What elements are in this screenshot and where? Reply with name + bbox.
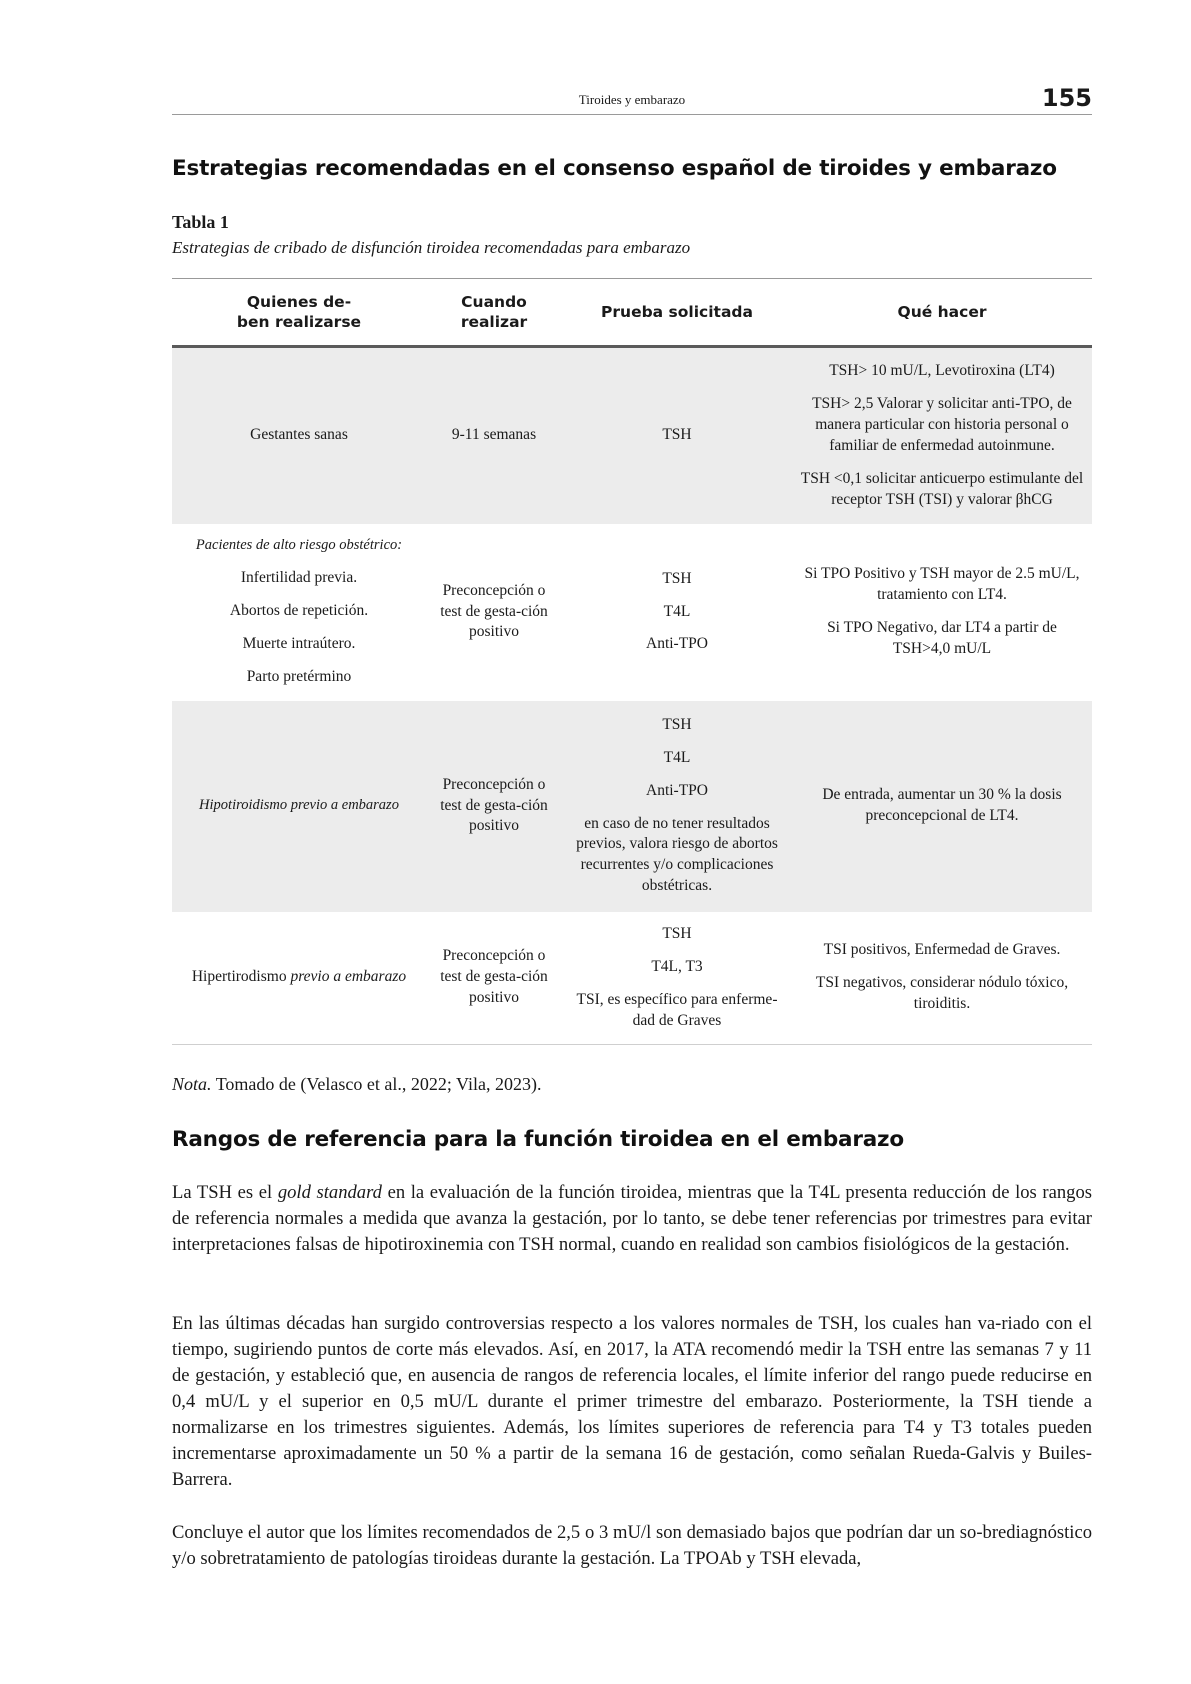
- cell-quienes: Gestantes sanas: [172, 347, 426, 524]
- header-que-hacer: Qué hacer: [792, 279, 1092, 347]
- prueba-item: T4L: [663, 748, 691, 766]
- table-header-row: [172, 279, 1092, 347]
- table-row: [172, 524, 1092, 701]
- risk-item: Abortos de repetición.: [229, 601, 369, 619]
- header-quienes: Quienes de- ben realizarse: [172, 279, 426, 347]
- cell-prueba: [562, 701, 792, 912]
- cell-que-hacer: De entrada, aumentar un 30 % la dosis preconcepcional de LT4.: [792, 701, 1092, 912]
- note-label: Nota.: [172, 1074, 212, 1094]
- cell-quienes: Hipertirodismo previo a embarazo: [172, 912, 426, 1045]
- cell-que-hacer: [792, 524, 1092, 701]
- prueba-item: TSH: [662, 924, 692, 942]
- running-title: Tiroides y embarazo: [578, 92, 686, 107]
- que-hacer-item: TSH <0,1 solicitar anticuerpo estimulante del receptor TSH (TSI) y valorar βhCG: [800, 469, 1084, 508]
- cell-prueba: [562, 524, 792, 701]
- section-title: Rangos de referencia para la función tiroidea en el embarazo: [172, 1127, 904, 1152]
- table-row: [172, 347, 1092, 524]
- risk-item: Parto pretérmino: [246, 667, 352, 685]
- cell-quienes: Hipotiroidismo previo a embarazo: [172, 701, 426, 912]
- paragraph: En las últimas décadas han surgido controversias respecto a los valores normales de TSH, los cuales han va-riado con el tiempo, sugiriendo puntos de corte más elevados. Así, en 2017, la ATA recomendó medir la TSH entre las semanas 7 y 11 de gestación, y estableció que, en ausencia de rangos de referencia locales, el límite inferior del rango puede reducirse en 0,4 mU/L y el superior en 0,5 mU/L durante el primer trimestre del embarazo. Posteriormente, la TSH tiende a normalizarse en los trimestres siguientes. Además, los límites superiores de referencia para T4 y T3 totales pueden incrementarse aproximadamente un 50 % a partir de la semana 16 de gestación, como señalan Rueda-Galvis y Builes-Barrera.: [172, 1313, 1092, 1490]
- running-header: [172, 82, 1092, 115]
- risk-group-heading: Pacientes de alto riesgo obstétrico:: [195, 537, 403, 554]
- prueba-item: T4L, T3: [651, 957, 703, 975]
- table-caption: Estrategias de cribado de disfunción tiroidea recomendadas para embarazo: [172, 238, 691, 257]
- que-hacer-item: TSI positivos, Enfermedad de Graves.: [823, 941, 1061, 959]
- cell-que-hacer: [792, 347, 1092, 524]
- que-hacer-item: TSI negativos, considerar nódulo tóxico, tiroiditis.: [815, 974, 1069, 1013]
- table-note: [172, 1074, 541, 1095]
- prueba-item: TSH: [662, 569, 692, 587]
- cell-cuando: Preconcepción o test de gesta-ción positivo: [426, 701, 562, 912]
- section-title: Estrategias recomendadas en el consenso español de tiroides y embarazo: [172, 156, 1057, 181]
- prueba-item: en caso de no tener resultados previos, valora riesgo de abortos recurrentes y/o complicaciones obstétricas.: [576, 814, 778, 895]
- prueba-item: TSI, es específico para enferme-dad de Graves: [576, 990, 778, 1029]
- table-row: [172, 701, 1092, 912]
- cell-cuando: Preconcepción o test de gesta-ción positivo: [426, 912, 562, 1045]
- paragraph: La TSH es el gold standard en la evaluación de la función tiroidea, mientras que la T4L presenta reducción de los rangos de referencia normales a medida que avanza la gestación, por lo tanto, se debe tener referencias por trimestres para evitar interpretaciones falsas de hipotiroxinemia con TSH normal, cuando en realidad son cambios fisiológicos de la gestación.: [172, 1182, 1092, 1255]
- prueba-item: Anti-TPO: [646, 635, 708, 653]
- cell-prueba: [562, 912, 792, 1045]
- screening-table: [172, 278, 1092, 1045]
- que-hacer-item: Si TPO Negativo, dar LT4 a partir de TSH>4,0 mU/L: [827, 619, 1057, 657]
- que-hacer-item: TSH> 10 mU/L, Levotiroxina (LT4): [829, 361, 1055, 379]
- cell-cuando: 9-11 semanas: [426, 347, 562, 524]
- cell-cuando: Preconcepción o test de gesta-ción positivo: [440, 581, 548, 641]
- table-row: [172, 912, 1092, 1045]
- que-hacer-item: TSH> 2,5 Valorar y solicitar anti-TPO, de manera particular con historia personal o familiar de enfermedad autoinmune.: [812, 394, 1072, 454]
- header-cuando: Cuando realizar: [426, 279, 562, 347]
- page-number: 155: [1041, 84, 1092, 112]
- cell-quienes: [172, 524, 426, 701]
- cell-que-hacer: [792, 912, 1092, 1045]
- prueba-item: TSH: [662, 715, 692, 733]
- prueba-item: T4L: [663, 602, 691, 620]
- header-prueba: Prueba solicitada: [562, 279, 792, 347]
- prueba-item: Anti-TPO: [646, 781, 708, 799]
- risk-item: Infertilidad previa.: [240, 568, 358, 586]
- risk-item: Muerte intraútero.: [242, 634, 356, 652]
- note-text: Tomado de (Velasco et al., 2022; Vila, 2023).: [211, 1074, 542, 1094]
- que-hacer-item: Si TPO Positivo y TSH mayor de 2.5 mU/L, tratamiento con LT4.: [804, 565, 1080, 604]
- cell-prueba: TSH: [562, 347, 792, 524]
- table-label: Tabla 1: [172, 212, 229, 232]
- paragraph: Concluye el autor que los límites recomendados de 2,5 o 3 mU/l son demasiado bajos que podrían dar un so-brediagnóstico y/o sobretratamiento de patologías tiroideas durante la gestación. La TPOAb y TSH elevada,: [172, 1522, 1092, 1569]
